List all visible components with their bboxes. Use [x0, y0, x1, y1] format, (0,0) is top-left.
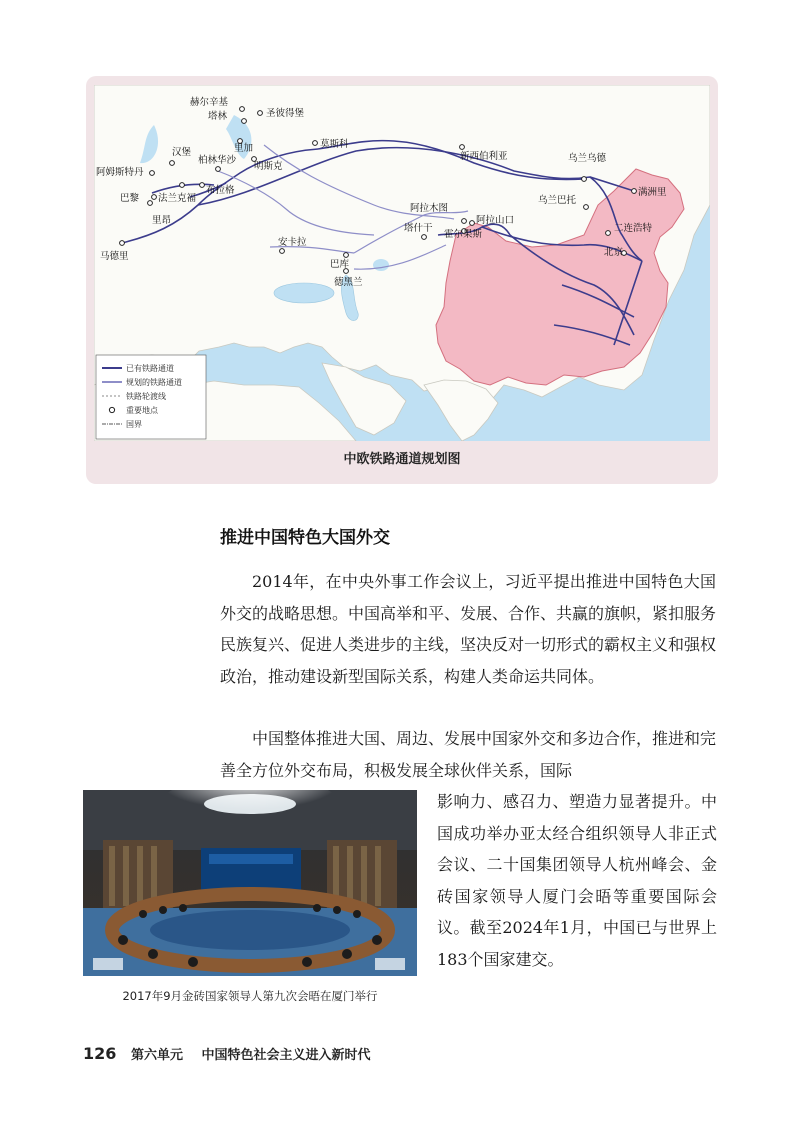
city-moscow: 莫斯科: [320, 139, 349, 150]
photo-caption: 2017年9月金砖国家领导人第九次会晤在厦门举行: [122, 989, 378, 1003]
legend-border: 国界: [126, 420, 142, 429]
page-number: 126: [83, 1044, 117, 1063]
city-riga: 里加: [234, 143, 254, 154]
map-legend: [96, 355, 206, 439]
city-warsaw: 华沙: [217, 155, 237, 166]
city-berlin: 柏林: [198, 155, 218, 166]
city-khorgos: 霍尔果斯: [444, 229, 483, 240]
legend-planned: 规划的铁路通道: [126, 378, 182, 387]
city-almaty: 阿拉木图: [410, 203, 449, 214]
page-footer: [83, 1044, 371, 1063]
city-alashankou: 阿拉山口: [476, 215, 515, 226]
legend-node: 重要地点: [126, 406, 158, 415]
city-ankara: 安卡拉: [278, 237, 307, 248]
summit-photo: [83, 790, 417, 976]
city-tashkent: 塔什干: [404, 223, 433, 234]
legend-ferry: 铁路轮渡线: [126, 392, 166, 401]
city-ulan-ude: 乌兰乌德: [568, 153, 607, 164]
city-helsinki: 赫尔辛基: [190, 97, 229, 108]
city-hamburg: 汉堡: [172, 147, 192, 158]
section-heading: 推进中国特色大国外交: [220, 528, 390, 548]
city-tehran: 德黑兰: [334, 277, 363, 288]
city-erenhot: 二连浩特: [614, 223, 653, 234]
city-novosibirsk: 新西伯利亚: [460, 151, 508, 162]
city-frankfurt: 法兰克福: [158, 193, 197, 204]
black-sea: [274, 283, 334, 303]
unit-title: 中国特色社会主义进入新时代: [201, 1048, 371, 1063]
unit-label: 第六单元: [130, 1048, 183, 1063]
city-beijing: 北京: [604, 247, 624, 258]
city-tallinn: 塔林: [208, 111, 228, 122]
railway-map-figure: [86, 76, 718, 484]
city-manzhouli: 满洲里: [638, 187, 667, 198]
paragraph-1: 2014年，在中央外事工作会议上，习近平提出推进中国特色大国外交的战略思想。中国高举和平、发展、合作、共赢的旗帜，紧扣服务民族复兴、促进人类进步的主线，坚决反对一切形式的霸权主义和强权政治，推动建设新型国际关系，构建人类命运共同体。: [220, 572, 717, 686]
railway-map: [94, 85, 710, 441]
city-st-petersburg: 圣彼得堡: [266, 108, 305, 119]
city-madrid: 马德里: [100, 251, 129, 262]
paragraph-2: 中国整体推进大国、周边、发展中国家外交和多边合作，推进和完善全方位外交布局，积极发展全球伙伴关系，国际: [220, 729, 716, 780]
city-baku: 巴库: [330, 259, 350, 270]
city-lyon: 里昂: [152, 215, 172, 226]
map-caption: 中欧铁路通道规划图: [343, 452, 461, 467]
city-ulaanbaatar: 乌兰巴托: [538, 195, 577, 206]
city-paris: 巴黎: [120, 193, 140, 204]
legend-existing: 已有铁路通道: [126, 364, 174, 373]
city-prague: 布拉格: [206, 185, 235, 196]
paragraph-2-continued: 影响力、感召力、塑造力显著提升。中国成功举办亚太经合组织领导人非正式会议、二十国集团领导人杭州峰会、金砖国家领导人厦门会晤等重要国际会议。截至2024年1月，中国已与世界上183个国家建交。: [437, 792, 717, 969]
city-minsk: 明斯克: [254, 161, 283, 172]
aral-sea: [373, 259, 389, 271]
city-berlin-warsaw: [198, 154, 237, 166]
city-amsterdam: 阿姆斯特丹: [96, 167, 144, 178]
